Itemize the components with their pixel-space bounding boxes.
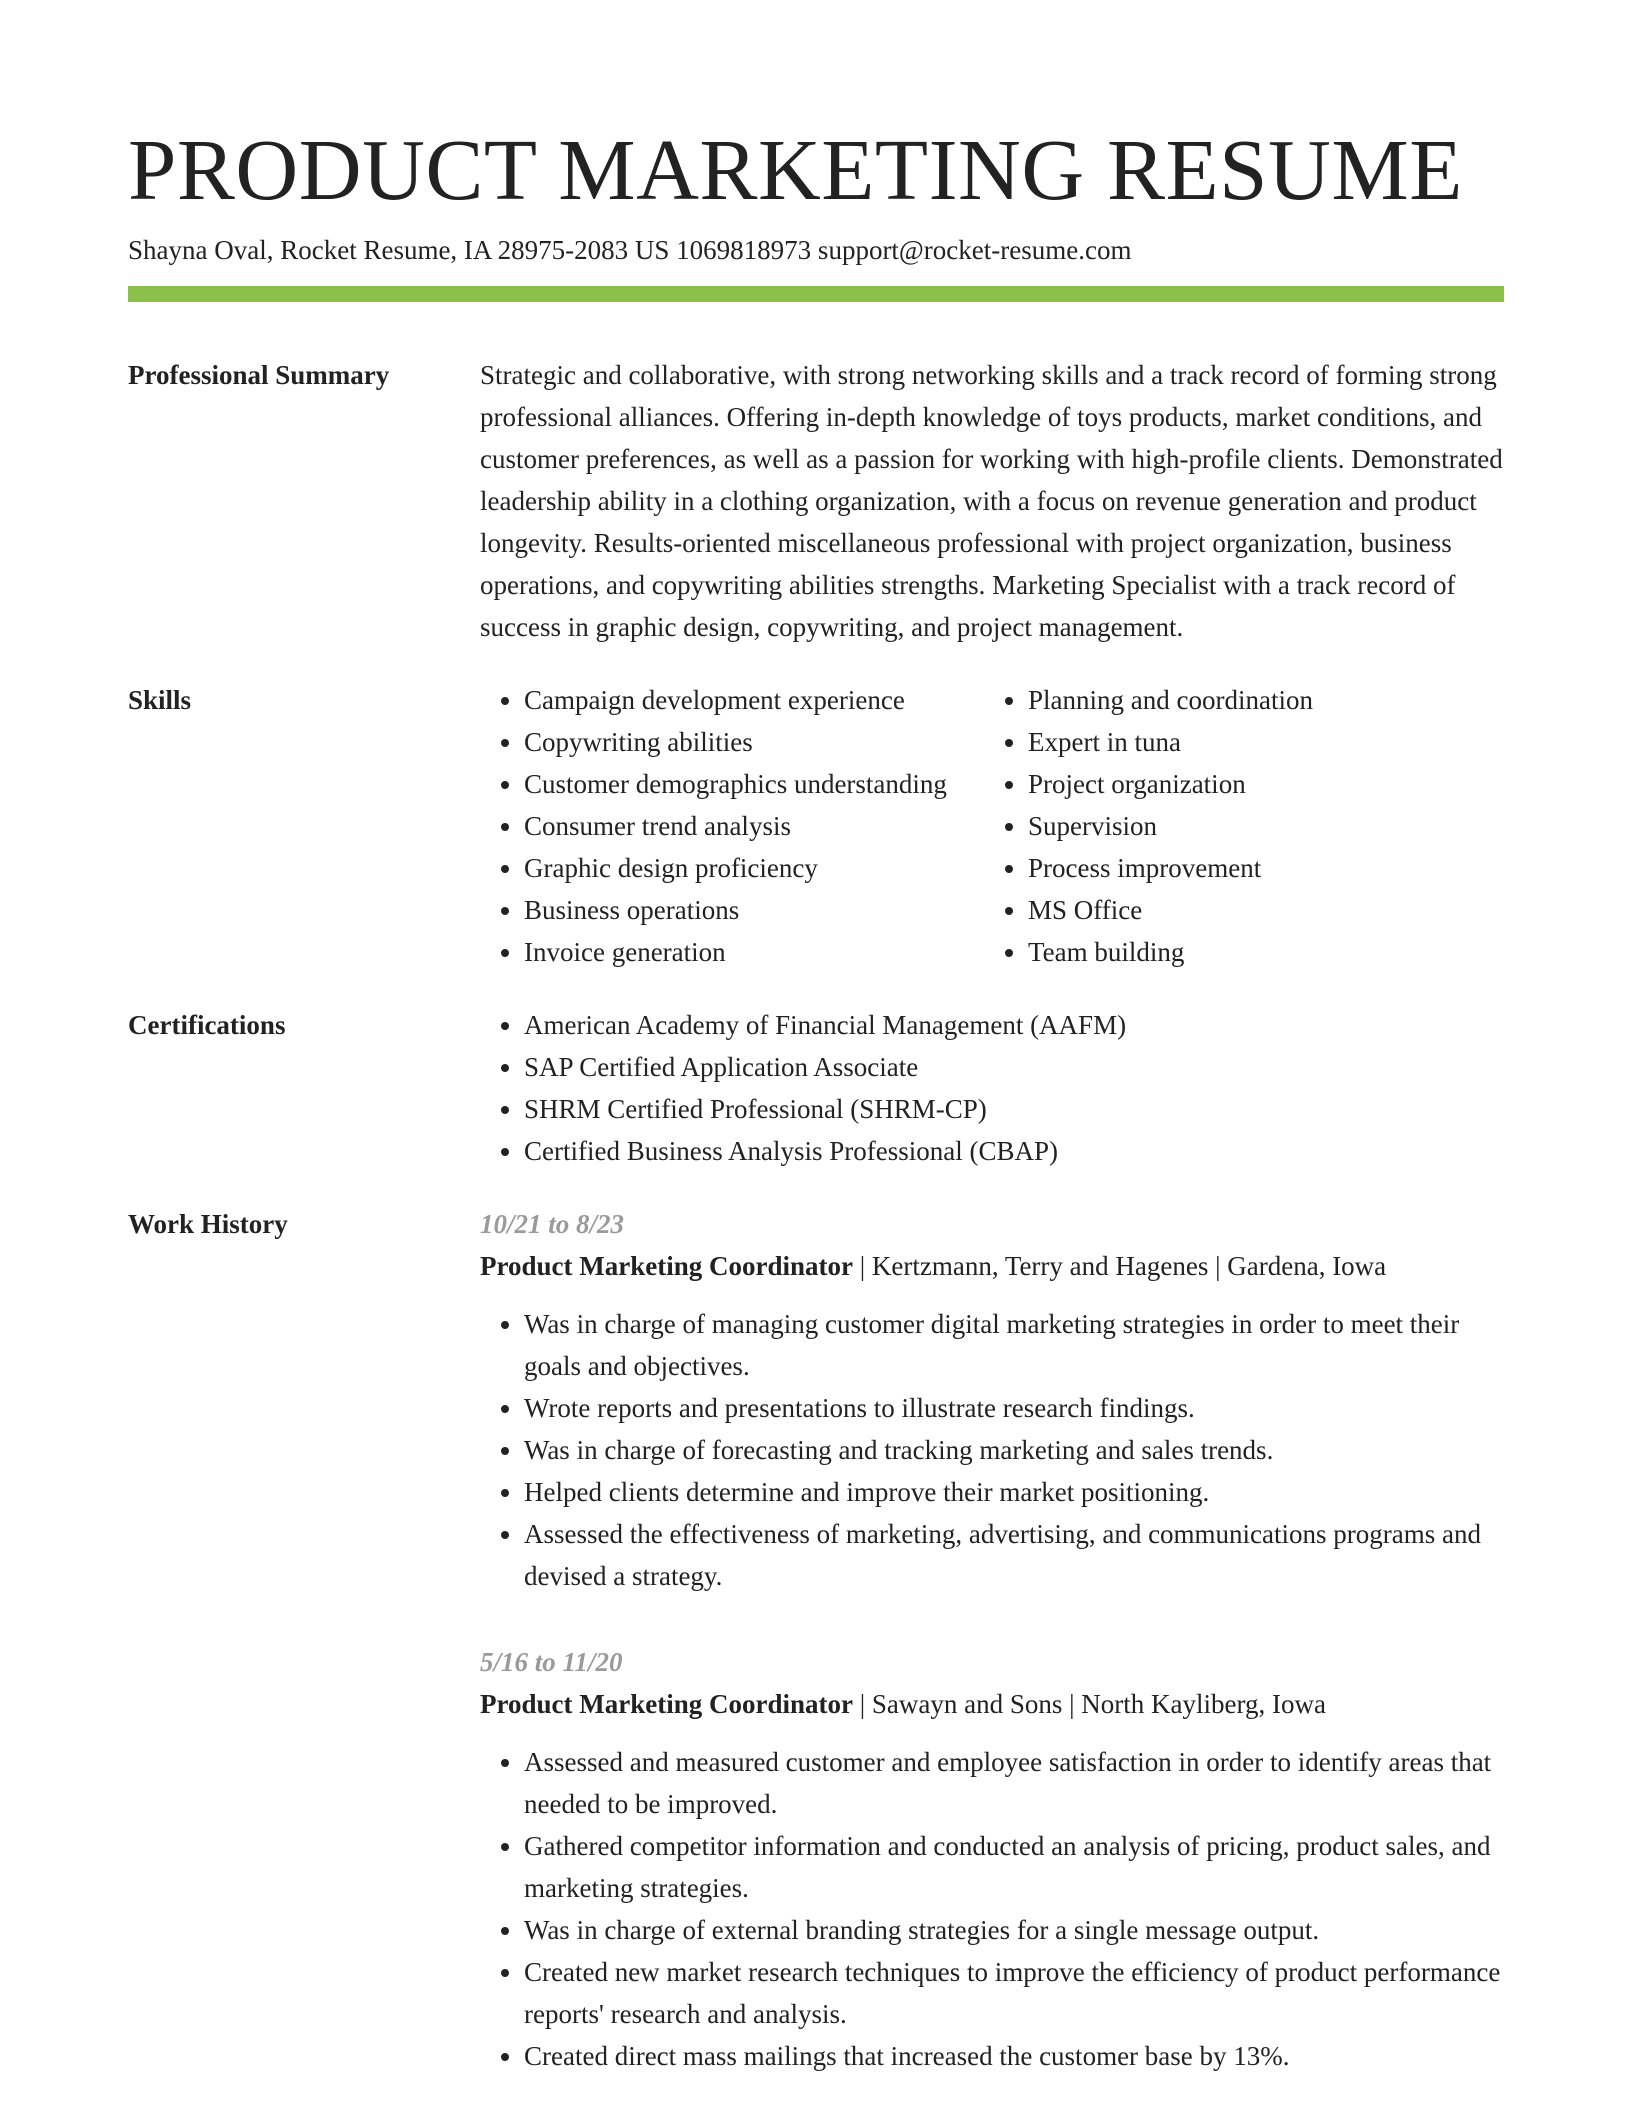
job-dates: 10/21 to 8/23 — [480, 1209, 625, 1239]
skill-item: • Expert in tuna — [1028, 721, 1313, 763]
job-bullets — [480, 1741, 1504, 2077]
job-bullet: • Created new market research techniques to improve the efficiency of product performance reports' research and analysis. — [524, 1951, 1504, 2035]
skill-item: • Campaign development experience — [524, 679, 984, 721]
job-bullets — [480, 1303, 1504, 1597]
skill-item: • Planning and coordination — [1028, 679, 1313, 721]
skill-item: • Project organization — [1028, 763, 1313, 805]
skill-item: • Invoice generation — [524, 931, 984, 973]
resume-title: PRODUCT MARKETING RESUME — [128, 121, 1463, 218]
work-history-heading: Work History — [128, 1209, 288, 1239]
skill-item: • Business operations — [524, 889, 984, 931]
summary-text: Strategic and collaborative, with strong networking skills and a track record of forming strong professional alliances. Offering in-depth knowledge of toys products, market conditions, and customer preferences, as well as a passion for working with high-profile clients. Demonstrated leadership ability in a clothing organization, with a focus on revenue generation and product longevity. Results-oriented miscellaneous professional with project organization, business operations, and copywriting abilities strengths. Marketing Specialist with a track record of success in graphic design, copywriting, and project management. — [480, 360, 1503, 642]
job-bullet: • Assessed and measured customer and employee satisfaction in order to identify areas that needed to be improved. — [524, 1741, 1504, 1825]
job-entry — [480, 1641, 1504, 2077]
job-bullet: • Gathered competitor information and conducted an analysis of pricing, product sales, and marketing strategies. — [524, 1825, 1504, 1909]
summary-section — [128, 354, 1504, 648]
summary-body — [480, 354, 1504, 648]
certifications-heading: Certifications — [128, 1010, 286, 1040]
skills-list-right — [984, 679, 1313, 973]
work-history-section — [128, 1203, 1504, 2077]
skills-section — [128, 679, 1504, 973]
job-title: Product Marketing Coordinator — [480, 1689, 853, 1719]
job-dates: 5/16 to 11/20 — [480, 1647, 623, 1677]
job-bullet: • Was in charge of external branding strategies for a single message output. — [524, 1909, 1504, 1951]
certifications-list — [480, 1004, 1504, 1172]
skills-body — [480, 679, 1504, 973]
job-bullet: • Was in charge of forecasting and tracking marketing and sales trends. — [524, 1429, 1504, 1471]
skill-item: • Consumer trend analysis — [524, 805, 984, 847]
skills-column-left — [480, 679, 984, 973]
job-heading — [480, 1245, 1504, 1287]
job-bullet: • Was in charge of managing customer digital marketing strategies in order to meet their goals and objectives. — [524, 1303, 1504, 1387]
work-history-body — [480, 1203, 1504, 2077]
skill-item: • Graphic design proficiency — [524, 847, 984, 889]
certifications-section — [128, 1004, 1504, 1172]
job-title: Product Marketing Coordinator — [480, 1251, 853, 1281]
skill-item: • Supervision — [1028, 805, 1313, 847]
certification-item: • SHRM Certified Professional (SHRM-CP) — [524, 1088, 1504, 1130]
job-employer-location: | Sawayn and Sons | North Kayliberg, Iowa — [852, 1689, 1326, 1719]
job-entry — [480, 1203, 1504, 1597]
skill-item: • Customer demographics understanding — [524, 763, 984, 805]
skills-heading: Skills — [128, 685, 192, 715]
skills-column-right — [984, 679, 1313, 973]
skill-item: • Process improvement — [1028, 847, 1313, 889]
job-heading — [480, 1683, 1504, 1725]
accent-divider — [128, 286, 1504, 302]
resume-page — [128, 118, 1504, 2077]
skills-list-left — [480, 679, 984, 973]
skill-item: • Team building — [1028, 931, 1313, 973]
summary-heading: Professional Summary — [128, 360, 390, 390]
skill-item: • Copywriting abilities — [524, 721, 984, 763]
job-bullet: • Wrote reports and presentations to illustrate research findings. — [524, 1387, 1504, 1429]
contact-line: Shayna Oval, Rocket Resume, IA 28975-2083 US 1069818973 support@rocket-resume.com — [128, 235, 1132, 265]
certification-item: • Certified Business Analysis Professional (CBAP) — [524, 1130, 1504, 1172]
job-employer-location: | Kertzmann, Terry and Hagenes | Gardena, Iowa — [852, 1251, 1387, 1281]
job-bullet: • Helped clients determine and improve their market positioning. — [524, 1471, 1504, 1513]
certification-item: • American Academy of Financial Management (AAFM) — [524, 1004, 1504, 1046]
certification-item: • SAP Certified Application Associate — [524, 1046, 1504, 1088]
certifications-body — [480, 1004, 1504, 1172]
skill-item: • MS Office — [1028, 889, 1313, 931]
job-bullet: • Created direct mass mailings that increased the customer base by 13%. — [524, 2035, 1504, 2077]
job-bullet: • Assessed the effectiveness of marketing, advertising, and communications programs and devised a strategy. — [524, 1513, 1504, 1597]
